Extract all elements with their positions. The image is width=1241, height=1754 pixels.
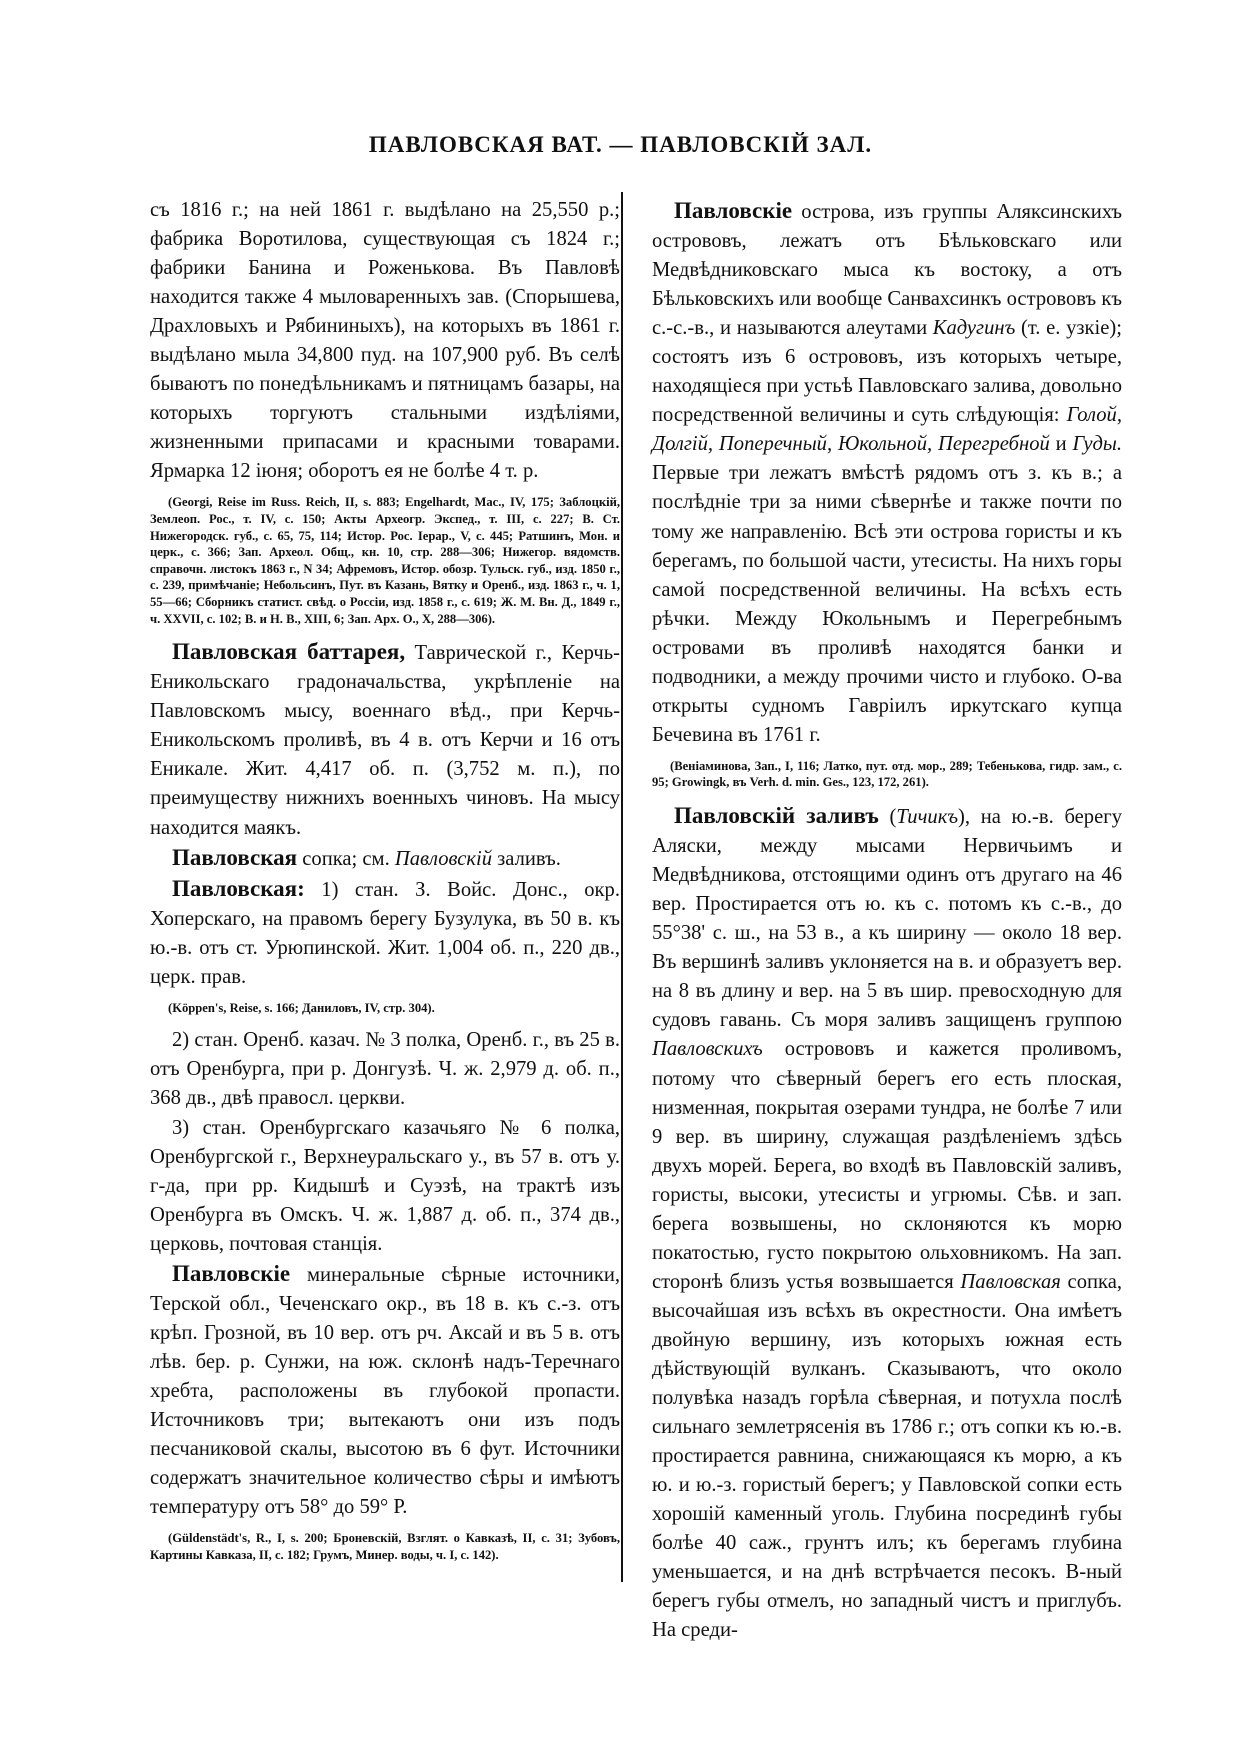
- italic-term: Гуды.: [1072, 433, 1122, 456]
- left-column: [150, 196, 620, 1573]
- entry-text: острова, изъ группы Аляксинскихъ острововъ, лежатъ отъ Бѣльковскаго или Медвѣдниковскаго мыса къ востоку, а отъ Бѣльковскихъ или вообще Санвахсинкъ острововъ къ с.-с.-в., и называются алеутами: [652, 201, 1122, 340]
- italic-term: Павловскихъ: [652, 1038, 763, 1061]
- entry-text: Первые три лежатъ вмѣстѣ рядомъ отъ з. къ в.; а послѣдніе три за ними сѣвернѣе и также почти по тому же направленію. Всѣ эти острова гористы и къ берегамъ, по большой части, утесисты. На нихъ горы самой посредственной величины. На всѣхъ есть рѣчки. Между Юкольнымъ и Перегребнымъ островами въ проливѣ находятся банки и подводники, а между прочими чисто и глубоко. О-ва открыты судномъ Гавріилъ иркутскаго купца Бечевина въ 1761 г.: [652, 462, 1122, 746]
- entry-headword: Павловскіе: [674, 198, 793, 223]
- italic-term: Павловская: [960, 1270, 1061, 1293]
- entry-text: (т. е. узкіе); состоятъ изъ 6 острововъ, изъ которыхъ четыре, находящіеся при устьѣ Павловскаго залива, довольно посредственной величины и суть слѣдующія:: [652, 317, 1122, 427]
- entry-text: ), на ю.-в. берегу Аляски, между мысами Нервичьимъ и Медвѣдникова, отстоящими одинъ отъ другаго на 46 вер. Простирается отъ ю. къ с. потомъ къ с.-в., до 55°38' с. ш., на 53 в., а къ ширину — около 18 вер. Въ вершинѣ заливъ уклоняется на в. и образуетъ вер. на 8 въ длину и вер. на 5 въ шир. превосходную для судовъ гавань. Съ моря заливъ защищенъ группою: [652, 806, 1122, 1032]
- entry-headword: Павловская: [172, 844, 298, 870]
- entry-headword: Павловская:: [172, 875, 305, 901]
- entry-pavlovskie-islands: [652, 196, 1122, 750]
- column-divider: [621, 192, 623, 1582]
- entry-text: Таврической г., Керчь-Еникольскаго градоначальства, укрѣпленіе на Павловскомъ мысу, военнаго вѣд., при Керчь-Еникольскомъ проливѣ, въ 4 в. отъ Керчи и 16 отъ Еникале. Жит. 4,417 об. п. (3,752 м. п.), по преимуществу нижнихъ военныхъ чиновъ. На мысу находится маякъ.: [150, 642, 620, 839]
- entry-text: заливъ.: [492, 847, 561, 870]
- entry-pavlovskaya-stanitsa-2: 2) стан. Оренб. казач. № 3 полка, Оренб. г., въ 25 в. отъ Оренбурга, при р. Донгузѣ. Ч. ж. 2,979 д. об. п., 368 дв., двѣ правосл. церкви.: [150, 1029, 620, 1110]
- cross-reference: Павловскій: [394, 847, 492, 870]
- entry-pavlovskaya-stanitsa-1: [150, 874, 620, 992]
- entry-headword: Павловскіе: [172, 1260, 291, 1286]
- entry-text: 1) стан. З. Войс. Донс., окр. Хоперскаго, на правомъ берегу Бузулука, въ 50 в. къ ю.-в. отъ ст. Урюпинской. Жит. 1,004 об. п., 220 дв., церк. прав.: [150, 878, 620, 988]
- page-header: ПАВЛОВСКАЯ ВАТ. — ПАВЛОВСКІЙ ЗАЛ.: [368, 132, 873, 157]
- entry-text: (: [878, 806, 897, 829]
- entry-islands-references: (Веніаминова, Зап., I, 116; Латко, пут. отд. мор., 289; Тебенькова, гидр. зам., с. 95; Growingk, въ Verh. d. min. Ges., 123, 172, 261).: [652, 758, 1122, 790]
- entry-pavlovskaya-battery: [150, 637, 620, 842]
- entry-pavlovskaya-sopka: [150, 843, 620, 874]
- entry-stanitsa-references: (Köppen's, Reise, s. 166; Даниловъ, IV, стр. 304).: [168, 1000, 435, 1015]
- entry-springs-references: (Güldenstädt's, R., I, s. 200; Броневскій, Взглят. о Кавказѣ, II, с. 31; Зубовъ, Картины Кавказа, II, с. 182; Грумъ, Минер. воды, ч. I, с. 142).: [150, 1531, 620, 1562]
- right-column: [652, 196, 1122, 1645]
- entry-text: сопка, высочайшая изъ всѣхъ въ окрестности. Она имѣетъ двойную вершину, изъ которыхъ южная есть дѣйствующій вулканъ. Сказываютъ, что около полувѣка назадъ горѣла сѣверная, и потухла послѣ сильнаго землетрясенія въ 1786 г.; отъ сопки къ ю.-в. простирается равнина, снижающаяся къ морю, а къ ю. и ю.-з. гористый берегъ; у Павловской сопки есть хорошій каменный уголь. Глубина посрединѣ губы болѣе 40 саж., грунтъ илъ; къ берегамъ глубина уменьшается, и на днѣ встрѣчается песокъ. В-ный берегъ губы отмелъ, но западный чистъ и приглубъ. На среди-: [652, 1270, 1122, 1642]
- entry-text: острововъ и кажется проливомъ, потому что сѣверный берегъ его есть плоская, низменная, покрытая озерами тундра, не болѣе 7 или 9 вер. въ ширину, служащая раздѣленіемъ здѣсь двухъ морей. Берега, во входѣ въ Павловскій заливъ, гористы, высоки, утесисты и угрюмы. Сѣв. и зап. берега возвышены, но склоняются къ морю покатостью, густо покрытою ольховникомъ. На зап. сторонѣ близъ устья возвышается: [652, 1038, 1122, 1293]
- entry-text: сопка; см.: [297, 847, 395, 870]
- entry-pavlovo-continuation: съ 1816 г.; на ней 1861 г. выдѣлано на 25,550 р.; фабрика Воротилова, существующая съ 1824 г.; фабрики Банина и Роженькова. Въ Павловѣ находится также 4 мыловаренныхъ зав. (Спорышева, Драхловыхъ и Рябининыхъ), на которыхъ въ 1861 г. выдѣлано мыла 34,800 пуд. на 107,900 руб. Въ селѣ бываютъ по понедѣльникамъ и пятницамъ базары, на которыхъ торгуютъ стальными издѣліями, жизненными припасами и красными товарами. Ярмарка 12 іюня; оборотъ ея не болѣе 4 т. р.: [150, 199, 620, 483]
- italic-term: Голой, Долгій, Поперечный, Юкольной, Перегребной: [652, 404, 1122, 456]
- entry-text: и: [1049, 433, 1073, 456]
- italic-term: Тичикъ: [896, 806, 959, 829]
- entry-text: минеральные сѣрные источники, Терской обл., Чеченскаго окр., въ 18 в. къ с.-з. отъ крѣп. Грозной, въ 10 вер. отъ рч. Аксай и въ 5 в. отъ лѣв. бер. р. Сунжи, на юж. склонѣ надъ-Теречнаго хребта, расположены въ глубокой пропасти. Источниковъ три; вытекаютъ они изъ подъ песчаниковой скалы, высотою въ 6 фут. Источники содержатъ значительное количество сѣры и имѣютъ температуру отъ 58° до 59° Р.: [150, 1263, 620, 1519]
- entry-headword: Павловская баттарея,: [172, 639, 406, 665]
- entry-pavlovskiy-bay: [652, 801, 1122, 1645]
- italic-term: Кадугинъ: [932, 317, 1016, 340]
- entry-pavlovo-references: (Georgi, Reise im Russ. Reich, II, s. 883; Engelhardt, Mac., IV, 175; Заблоцкій, Землеоп. Рос., т. IV, с. 150; Акты Археогр. Экспед., т. III, с. 227; В. Ст. Нижегородск. губ., с. 65, 75, 114; Истор. Рос. Iерар., V, с. 445; Ратшинъ, Мон. и церк., с. 366; Зап. Археол. Общ., кн. 10, стр. 288—306; Нижегор. вядомств. справочн. листокъ 1863 г., N 34; Афремовъ, Истор. обозр. Тульск. губ., изд. 1850 г., с. 239, примѣчаніе; Небольсинъ, Пут. въ Казань, Вятку и Оренб., изд. 1863 г., ч. 1, 55—66; Сборникъ статист. свѣд. о Россіи, изд. 1858 г., с. 619; Ж. М. Вн. Д., 1849 г., ч. XXVII, с. 102; В. и Н. В., XIII, 6; Зап. Арх. О., X, 288—306).: [150, 495, 620, 626]
- entry-pavlovskaya-stanitsa-3: 3) стан. Оренбургскаго казачьяго № 6 полка, Оренбургской г., Верхнеуральскаго у., въ 57 в. отъ у. г-да, при рр. Кидышѣ и Суэзѣ, на трактѣ изъ Оренбурга въ Омскъ. Ч. ж. 1,887 д. об. п., 374 дв., церковь, почтовая станція.: [150, 1116, 620, 1255]
- entry-pavlovskie-springs: [150, 1259, 620, 1522]
- entry-headword: Павловскій заливъ: [674, 803, 879, 829]
